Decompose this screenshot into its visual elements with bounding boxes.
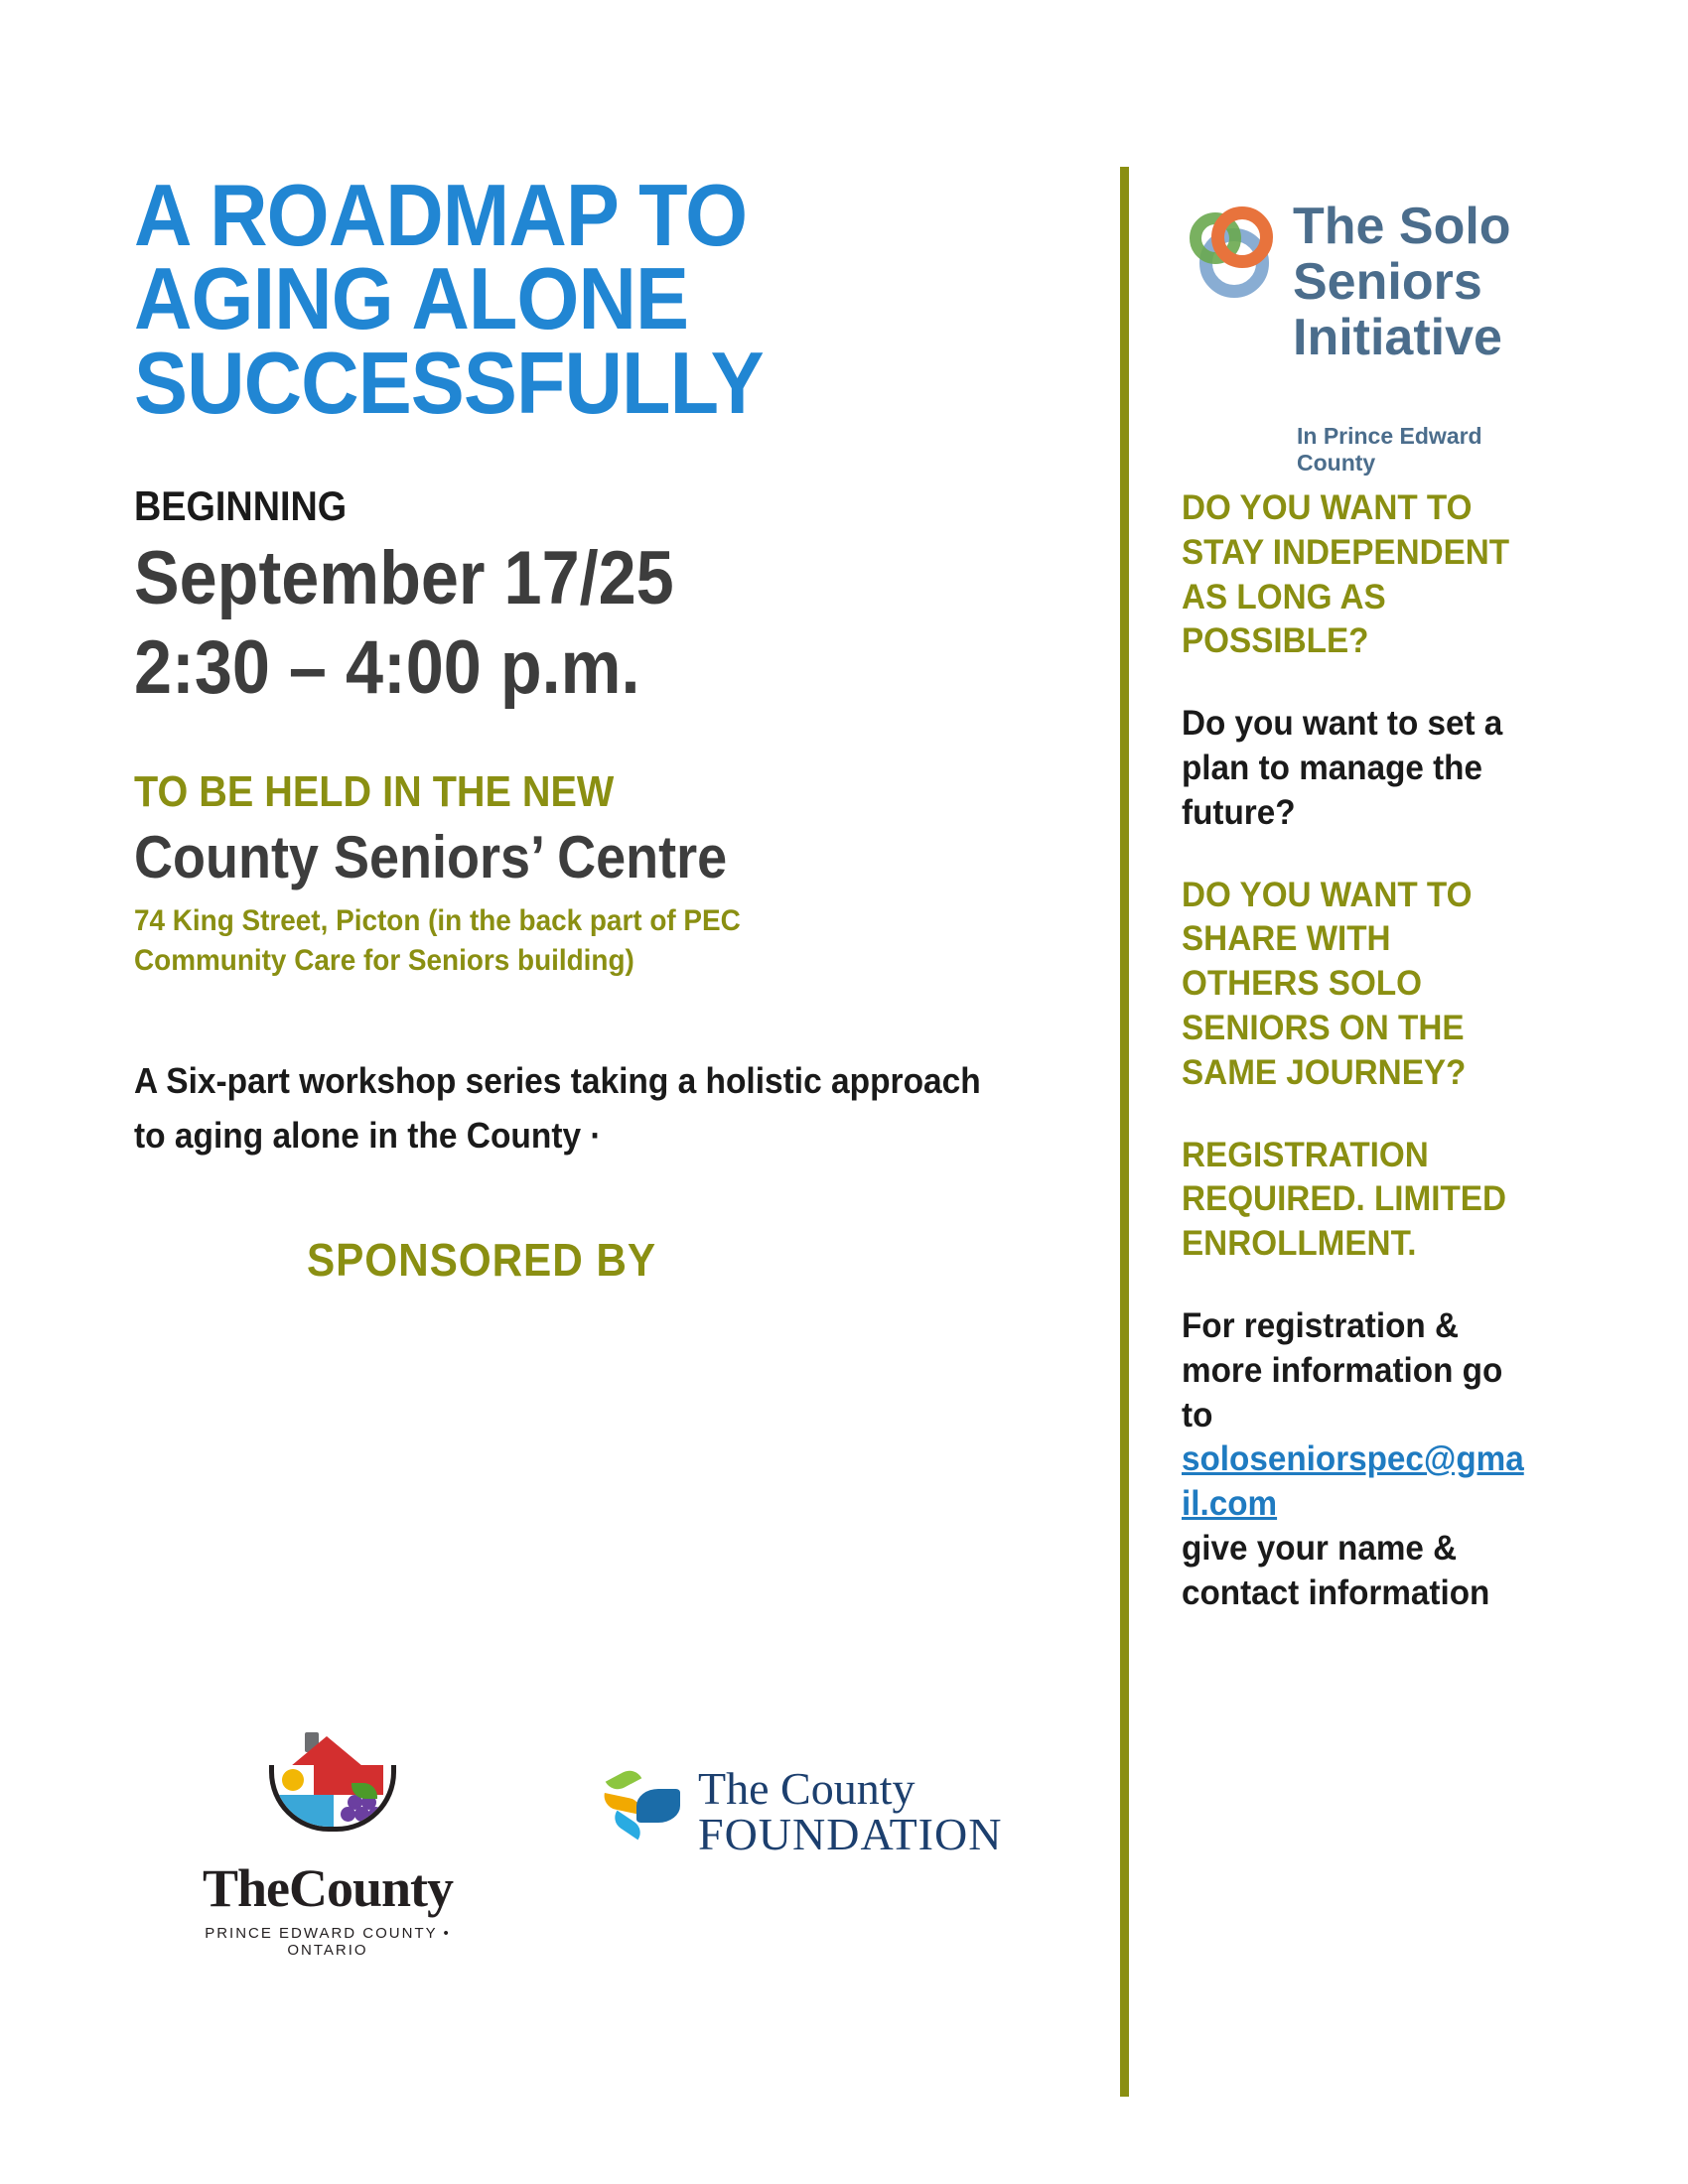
contact-intro: For registration & more information go to	[1182, 1305, 1503, 1434]
foundation-logo-line-1: The County	[698, 1763, 915, 1814]
solo-logo-tagline: In Prince Edward County	[1297, 423, 1482, 476]
page-title	[134, 166, 956, 432]
question-plan: Do you want to set a plan to manage the future?	[1182, 704, 1503, 832]
sponsored-by-label: SPONSORED BY	[306, 1234, 657, 1287]
beginning-label: BEGINNING	[134, 482, 348, 530]
headline-line-3: SUCCESSFULLY	[134, 333, 764, 432]
solo-logo-line-1: The Solo	[1293, 198, 1511, 255]
event-time: 2:30 – 4:00 p.m.	[134, 625, 640, 711]
county-foundation-logo	[601, 1763, 1028, 1859]
event-date: September 17/25	[134, 536, 674, 621]
question-share: DO YOU WANT TO SHARE WITH OTHERS SOLO SENIORS ON THE SAME JOURNEY?	[1182, 875, 1473, 1092]
registration-notice: REGISTRATION REQUIRED. LIMITED ENROLLMENT.	[1182, 1135, 1506, 1264]
left-column	[134, 166, 1028, 1287]
contact-outro: give your name & contact information	[1182, 1528, 1490, 1612]
vertical-divider	[1120, 167, 1129, 2097]
registration-email-link[interactable]: soloseniorspec@gmail.com	[1182, 1439, 1524, 1524]
hummingbird-icon	[601, 1767, 692, 1856]
headline-line-2: AGING ALONE	[134, 249, 689, 348]
headline-line-1: A ROADMAP TO	[134, 166, 748, 264]
solo-logo-line-3: Initiative	[1293, 309, 1502, 367]
foundation-logo-line-2: FOUNDATION	[698, 1809, 1003, 1859]
solo-seniors-logo	[1182, 199, 1529, 486]
county-crest-icon	[253, 1732, 402, 1851]
solo-rings-icon	[1186, 206, 1285, 306]
registration-email[interactable]	[1182, 1437, 1531, 1527]
venue-address: 74 King Street, Picton (in the back part of PEC Community Care for Seniors building)	[134, 903, 741, 978]
county-logo-name: TheCounty	[202, 1858, 454, 1918]
county-logo	[164, 1732, 492, 1959]
venue-name: County Seniors’ Centre	[134, 823, 728, 890]
solo-logo-line-2: Seniors	[1293, 253, 1482, 312]
event-description: A Six-part workshop series taking a holistic approach to aging alone in the County ·	[134, 1059, 981, 1157]
venue-label: TO BE HELD IN THE NEW	[134, 766, 615, 816]
question-independent: DO YOU WANT TO STAY INDEPENDENT AS LONG AS POSSIBLE?	[1182, 488, 1510, 661]
sponsor-logos	[134, 1732, 1048, 1980]
county-logo-tagline: PRINCE EDWARD COUNTY • ONTARIO	[205, 1925, 451, 1959]
right-column	[1182, 199, 1549, 1616]
